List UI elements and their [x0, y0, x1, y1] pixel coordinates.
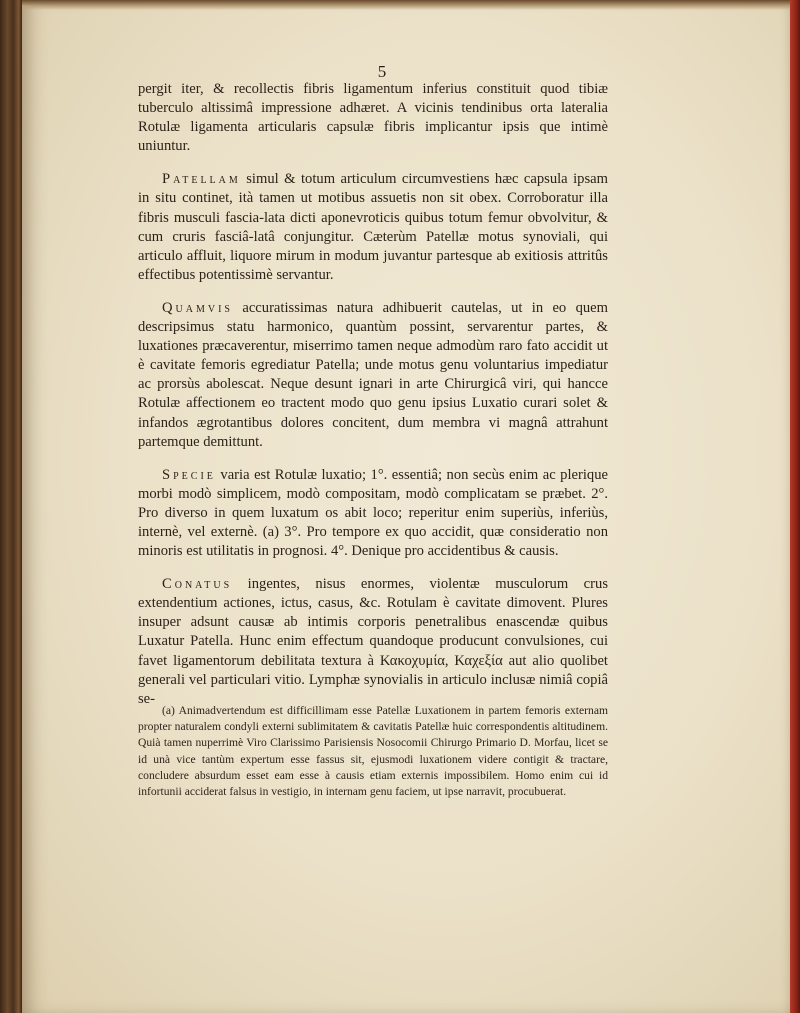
main-text — [138, 80, 608, 709]
red-fore-edge — [790, 0, 800, 1013]
paragraph-patellam — [138, 170, 608, 285]
page-top-shadow — [22, 0, 790, 10]
paragraph-specie — [138, 466, 608, 561]
paragraph-conatus — [138, 575, 608, 709]
book-page — [22, 0, 790, 1013]
page-number: 5 — [377, 62, 387, 81]
paragraph-lead-word: Conatus — [162, 576, 233, 593]
paragraph-text: ingentes, nisus enormes, violentæ musculorum crus extendentium actiones, ictus, casus, &c. Rotulam è cavitate dimovent. Plures insuper adsunt causæ ab intimis corporis penetralibus enascendæ quibus Luxatur Patella. Hunc enim effectum quandoque producunt convulsiones, cui favet ligamentorum debilitata textura à Κακοχυμία, Καχεξία aut alio quolibet generali vel particulari vitio. Lymphæ synovialis in articulo inclusæ nimiâ copiâ se- — [138, 576, 608, 707]
paragraph-text: pergit iter, & recollectis fibris ligamentum inferius constituit quod tibiæ tuberculo altissimâ impressione adhæret. A vicinis tendinibus orta lateralia Rotulæ ligamenta articularis capsulæ fibris implicantur ipsis que intimè uniuntur. — [138, 81, 608, 155]
footnote — [138, 703, 608, 800]
paragraph-lead-word: Quamvis — [162, 299, 233, 316]
paragraph-lead-word: Specie — [162, 466, 216, 483]
paragraph-lead-word: Patellam — [162, 171, 241, 188]
paragraph-text: simul & totum articulum circumvestiens hæc capsula ipsam in situ continet, ità tamen ut motibus assuetis non sit obex. Corroboratur illa fibris musculi fascia-lata dicti aponevroticis quibus totum femur obvolvitur, & cum cruris fasciâ-latâ conjungitur. Cæterùm Patellæ motus synoviali, qui articulo affluit, liquore mirum in modum juvantur partesque ab exitiosis attritûs effectibus potentissimè servantur. — [138, 171, 608, 283]
footnote-text: (a) Animadvertendum est difficillimam esse Patellæ Luxationem in partem femoris externam propter naturalem condyli externi sublimitatem & cavitatis Patellæ huic correspondentis altitudinem. Quià tamen nuperrimè Viro Clarissimo Parisiensis Nosocomii Chirurgo Primario D. Morfau, licet se id unà vice tantùm expertum esse fassus sit, ejusmodi luxationem videre contigit & tractare, concludere absurdum esset eam esse à causis etiam externis impossibilem. Homo enim cui id infortunii acciderat falsus in vestigio, in internam genu faciem, ut ipse narravit, procubuerat. — [138, 704, 608, 799]
paragraph-continuation — [138, 80, 608, 156]
paragraph-text: accuratissimas natura adhibuerit cautelas, ut in eo quem descripsimus statu harmonico, quantùm possint, servarentur partes, & luxationes præcaverentur, miserrimo tamen neque admodùm raro fato accidit ut è cavitate femoris egrediatur Patella; unde motus genu voluntarius impediatur ac prorsùs abolescat. Neque desunt ignari in arte Chirurgicâ viri, qui hancce Rotulæ affectionem eo tractent modo quo genu ipsius Luxatio curari solet & infandos ægrotantibus dolores concitent, dum membra vi magnâ attrahunt partemque demittunt. — [138, 299, 608, 450]
paragraph-quamvis — [138, 299, 608, 452]
book-spine-edge — [0, 0, 22, 1013]
paragraph-text: varia est Rotulæ luxatio; 1°. essentiâ; non secùs enim ac plerique morbi modò simplicem, modò compositam, modò complicatam se præbet. 2°. Pro diverso in quem luxatum os abit loco; reperitur enim superiùs, inferiùs, internè, vel externè. (a) 3°. Pro tempore ex quo accidit, quæ consideratio non minoris est utilitatis in prognosi. 4°. Denique pro accidentibus & causis. — [138, 466, 608, 560]
